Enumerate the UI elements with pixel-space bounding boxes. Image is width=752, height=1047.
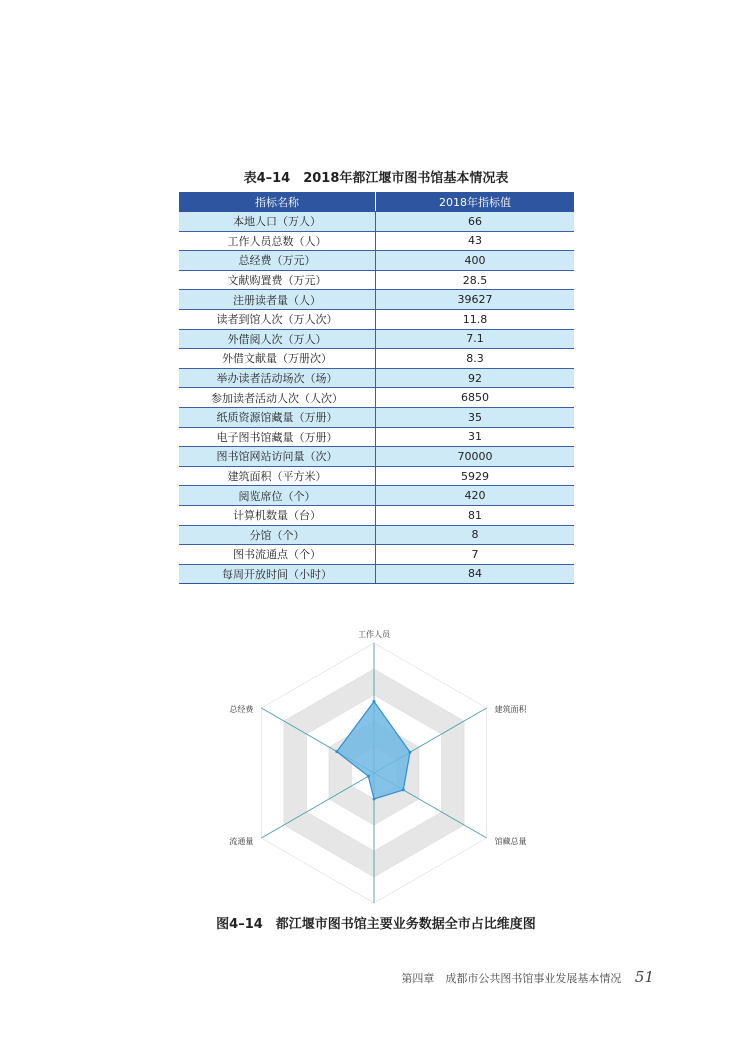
indicator-name-cell: 外借文献量（万册次） <box>179 349 376 369</box>
indicator-value-cell: 400 <box>376 251 575 271</box>
table-row <box>179 212 574 232</box>
table-row <box>179 329 574 349</box>
table-row <box>179 368 574 388</box>
indicator-name-cell: 举办读者活动场次（场） <box>179 368 376 388</box>
stats-table <box>179 192 574 584</box>
radar-point <box>335 750 338 753</box>
table-caption: 表4–14 2018年都江堰市图书馆基本情况表 <box>243 171 509 186</box>
indicator-name-cell: 外借阅人次（万人） <box>179 329 376 349</box>
radar-axis-label: 流通量 <box>229 837 254 846</box>
indicator-value-cell: 39627 <box>376 290 575 310</box>
indicator-value-cell: 7 <box>376 545 575 565</box>
table-row <box>179 349 574 369</box>
indicator-name-cell: 建筑面积（平方米） <box>179 466 376 486</box>
radar-point <box>409 751 412 754</box>
indicator-value-cell: 7.1 <box>376 329 575 349</box>
radar-axis-label: 馆藏总量 <box>494 837 527 846</box>
indicator-name-cell: 文献购置费（万元） <box>179 270 376 290</box>
radar-point <box>402 788 405 791</box>
indicator-value-cell: 5929 <box>376 466 575 486</box>
indicator-value-cell: 28.5 <box>376 270 575 290</box>
page-number: 51 <box>634 968 654 986</box>
table-row <box>179 290 574 310</box>
indicator-name-cell: 读者到馆人次（万人次） <box>179 309 376 329</box>
table-row <box>179 505 574 525</box>
figure-caption: 图4–14 都江堰市图书馆主要业务数据全市占比维度图 <box>216 917 536 932</box>
page-footer <box>401 968 654 986</box>
indicator-value-cell: 6850 <box>376 388 575 408</box>
indicator-value-cell: 70000 <box>376 447 575 467</box>
indicator-name-cell: 分馆（个） <box>179 525 376 545</box>
header-value: 2018年指标值 <box>376 192 575 212</box>
indicator-value-cell: 92 <box>376 368 575 388</box>
table-row <box>179 407 574 427</box>
table-row <box>179 466 574 486</box>
indicator-value-cell: 11.8 <box>376 309 575 329</box>
indicator-value-cell: 8 <box>376 525 575 545</box>
table-row <box>179 388 574 408</box>
indicator-value-cell: 66 <box>376 212 575 232</box>
table-header-row <box>179 192 574 212</box>
table-row <box>179 231 574 251</box>
indicator-name-cell: 注册读者量（人） <box>179 290 376 310</box>
header-indicator: 指标名称 <box>179 192 376 212</box>
indicator-name-cell: 本地人口（万人） <box>179 212 376 232</box>
indicator-value-cell: 81 <box>376 505 575 525</box>
indicator-name-cell: 纸质资源馆藏量（万册） <box>179 407 376 427</box>
indicator-value-cell: 35 <box>376 407 575 427</box>
table-row <box>179 486 574 506</box>
table-row <box>179 525 574 545</box>
indicator-value-cell: 420 <box>376 486 575 506</box>
radar-axis-label: 总经费 <box>229 705 254 714</box>
radar-chart <box>220 620 530 910</box>
indicator-name-cell: 参加读者活动人次（人次） <box>179 388 376 408</box>
table-row <box>179 427 574 447</box>
indicator-name-cell: 图书馆网站访问量（次） <box>179 447 376 467</box>
radar-point <box>373 798 376 801</box>
indicator-value-cell: 8.3 <box>376 349 575 369</box>
indicator-value-cell: 31 <box>376 427 575 447</box>
table-row <box>179 309 574 329</box>
table-row <box>179 447 574 467</box>
indicator-name-cell: 阅览席位（个） <box>179 486 376 506</box>
radar-axis-label: 建筑面积 <box>494 705 527 714</box>
indicator-name-cell: 工作人员总数（人） <box>179 231 376 251</box>
table-row <box>179 270 574 290</box>
radar-axis-label: 工作人员 <box>358 630 390 639</box>
table-row <box>179 564 574 584</box>
indicator-name-cell: 总经费（万元） <box>179 251 376 271</box>
radar-point <box>367 775 370 778</box>
footer-chapter: 第四章 成都市公共图书馆事业发展基本情况 <box>401 972 622 985</box>
table-row <box>179 545 574 565</box>
indicator-name-cell: 计算机数量（台） <box>179 505 376 525</box>
indicator-name-cell: 电子图书馆藏量（万册） <box>179 427 376 447</box>
indicator-name-cell: 每周开放时间（小时） <box>179 564 376 584</box>
indicator-value-cell: 43 <box>376 231 575 251</box>
radar-point <box>373 700 376 703</box>
table-row <box>179 251 574 271</box>
indicator-name-cell: 图书流通点（个） <box>179 545 376 565</box>
indicator-value-cell: 84 <box>376 564 575 584</box>
